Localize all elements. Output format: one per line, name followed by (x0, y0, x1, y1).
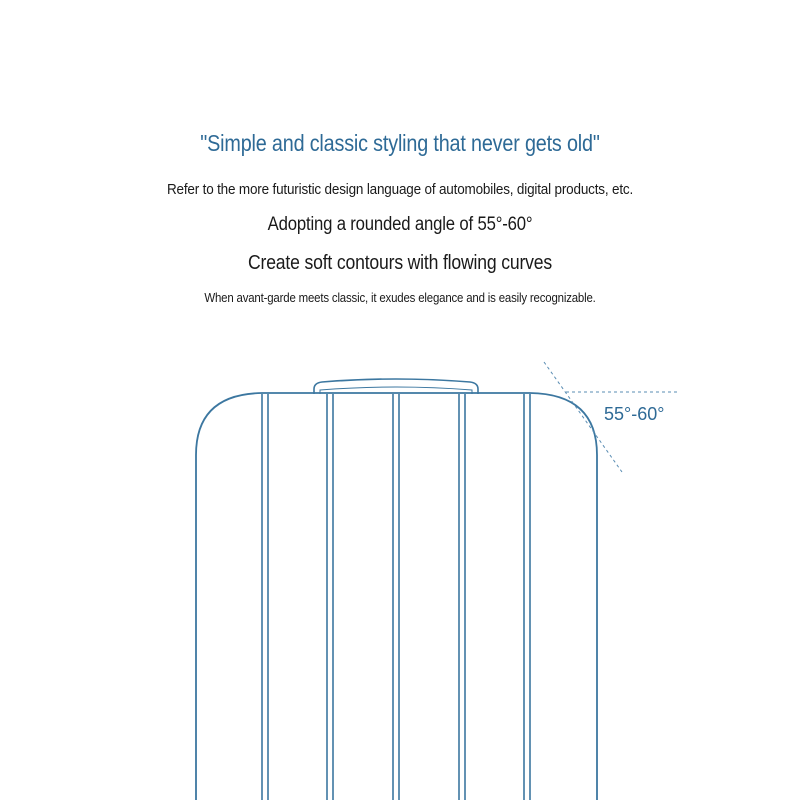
description-line-3: Create soft contours with flowing curves (247, 252, 553, 274)
headline: "Simple and classic styling that never gets old" (200, 130, 600, 156)
suitcase-ribs (262, 394, 530, 800)
angle-label: 55°-60° (604, 404, 665, 424)
description-line-1: Refer to the more futuristic design language of automobiles, digital products, etc. (166, 181, 634, 198)
suitcase-body-outline (196, 393, 597, 800)
description-line-4: When avant-garde meets classic, it exudes elegance and is easily recognizable. (204, 290, 596, 305)
description-line-2: Adopting a rounded angle of 55°-60° (267, 214, 533, 235)
